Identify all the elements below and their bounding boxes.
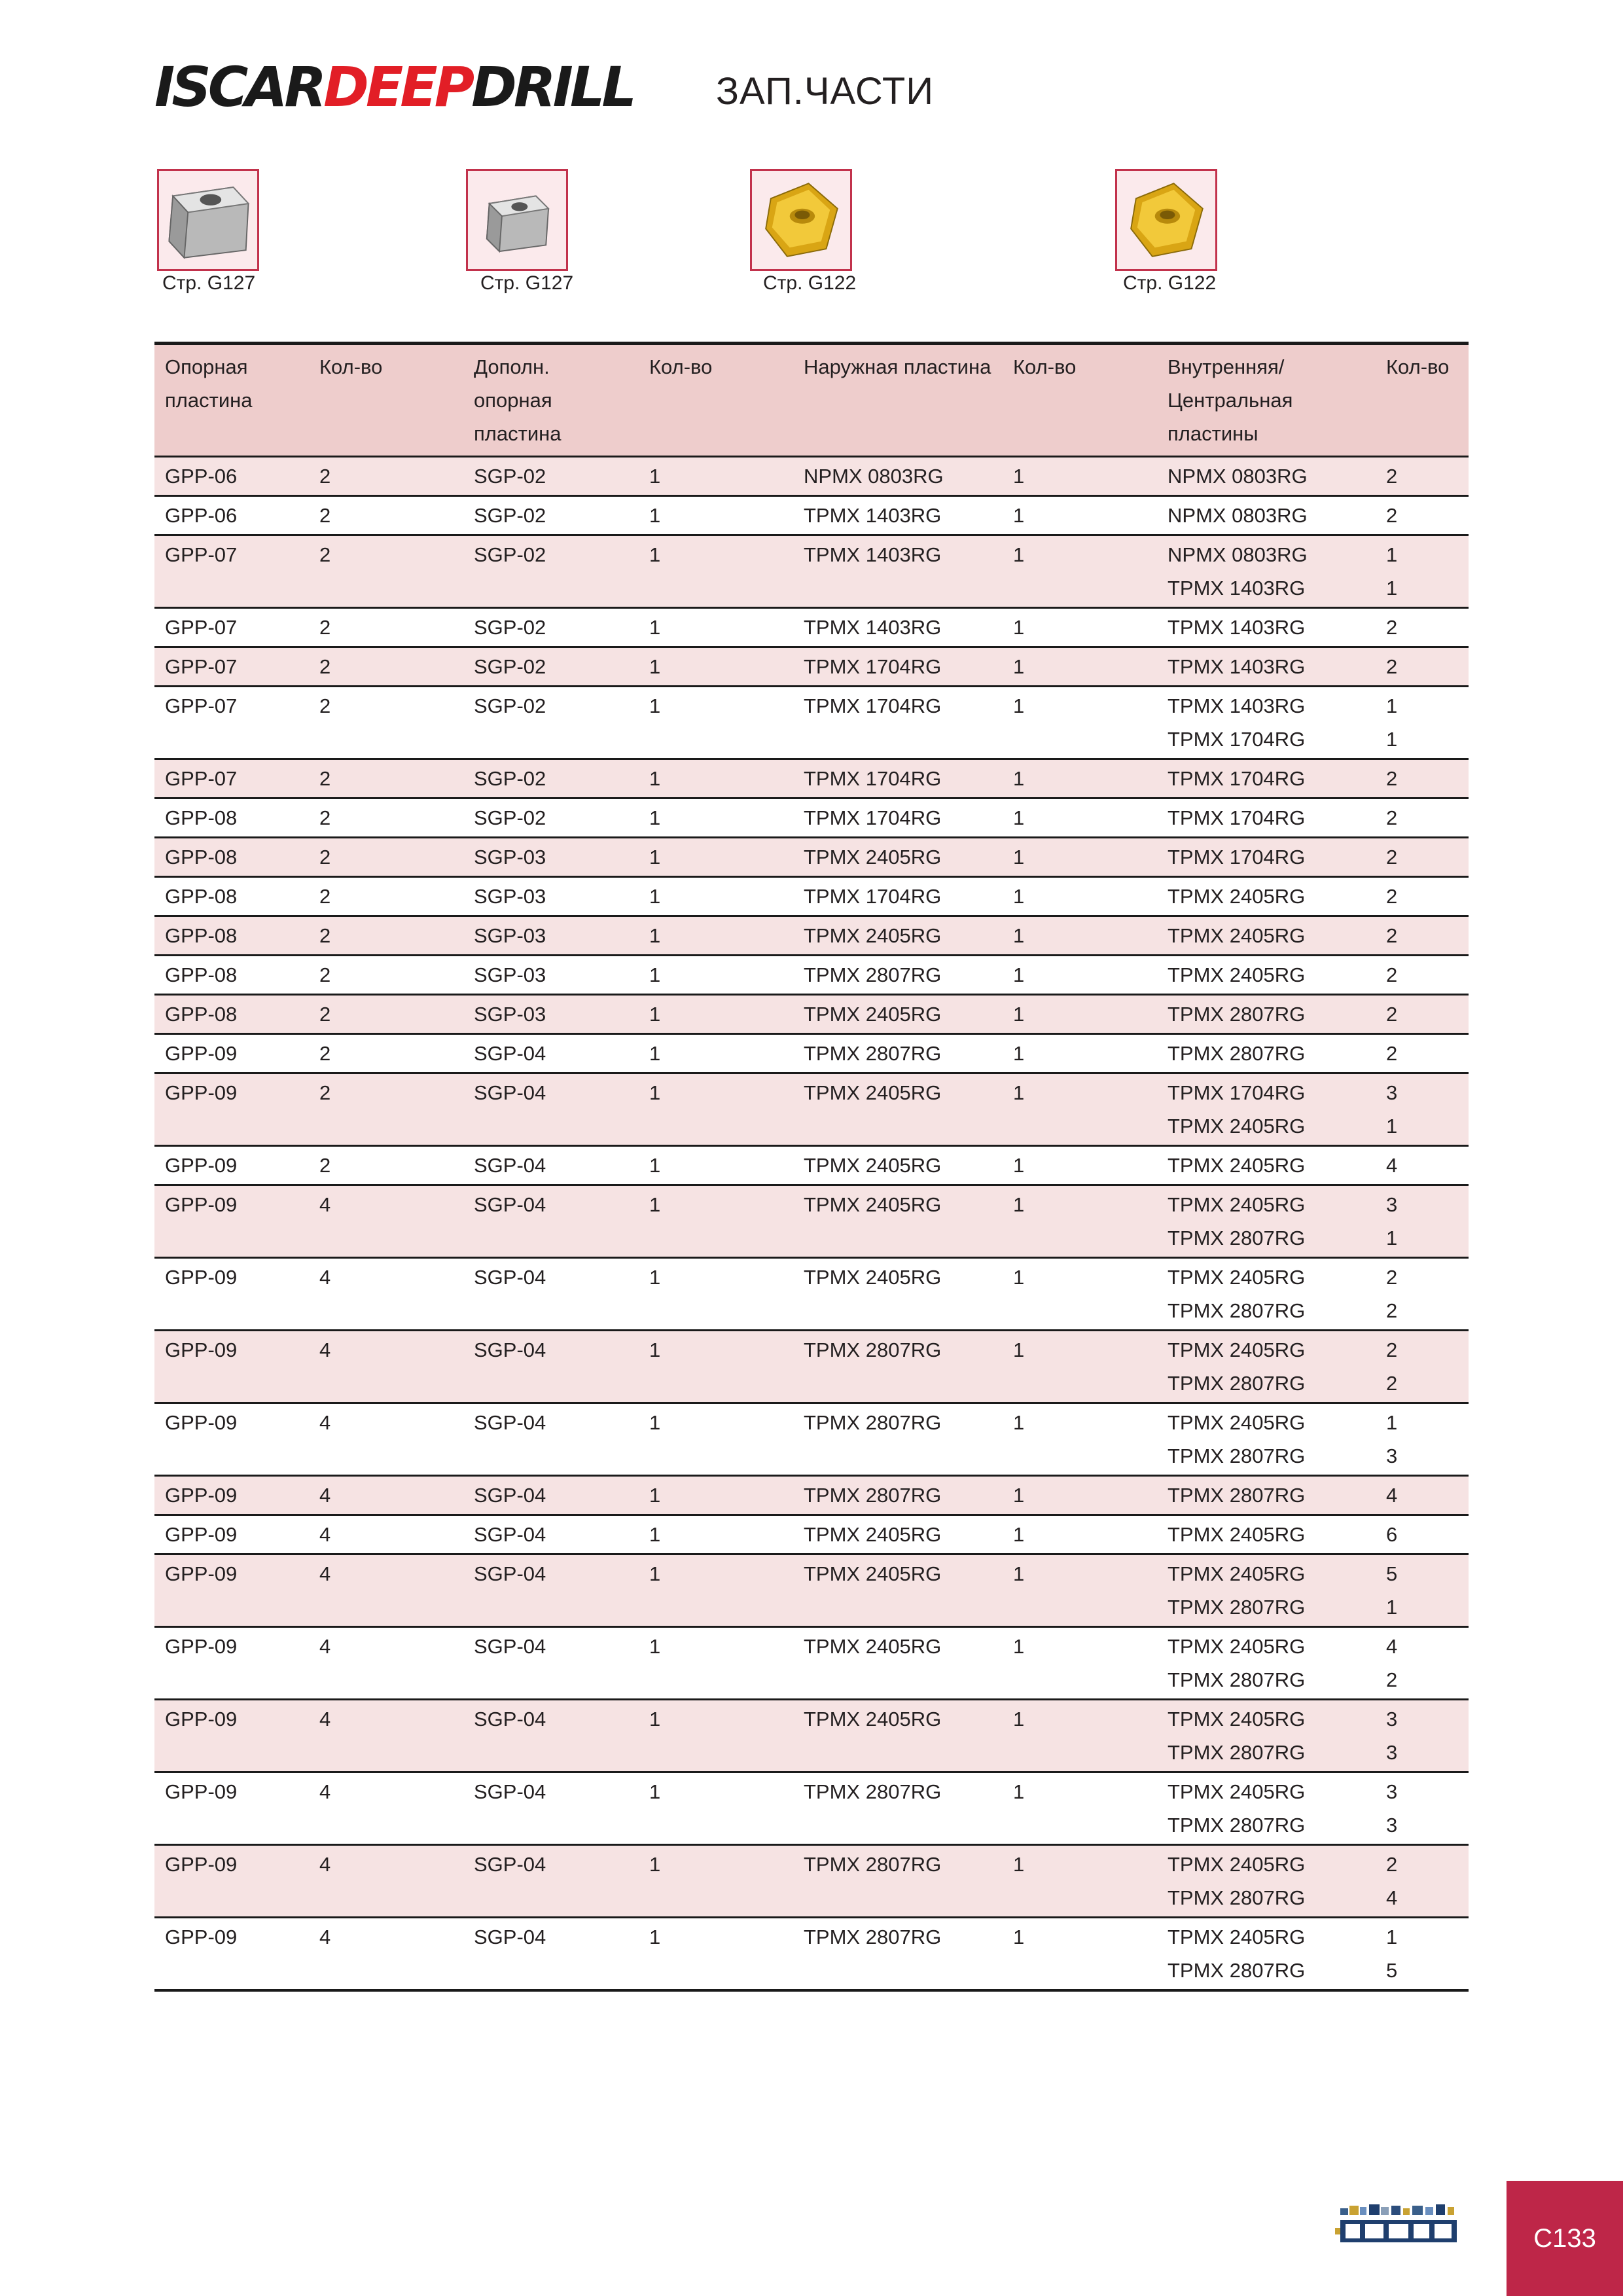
table-cell: TPMX 2405RG	[804, 846, 942, 869]
table-cell: 2	[319, 504, 331, 527]
brand-logo	[154, 55, 633, 119]
table-cell: GPP-09	[165, 1780, 238, 1803]
table-cell: SGP-04	[474, 1266, 546, 1289]
table-cell: 1	[1013, 465, 1025, 488]
table-cell: 1	[1013, 655, 1025, 678]
table-cell: 1	[649, 543, 661, 566]
table-row	[154, 798, 1469, 838]
table-cell: TPMX 1704RG	[1168, 767, 1306, 790]
table-cell: 1	[649, 1523, 661, 1546]
table-cell: GPP-09	[165, 1338, 238, 1361]
table-cell: GPP-09	[165, 1562, 238, 1585]
table-cell: GPP-08	[165, 885, 238, 908]
table-cell: TPMX 2807RG	[804, 1780, 942, 1803]
table-cell: SGP-04	[474, 1154, 546, 1177]
table-cell: 4	[319, 1338, 331, 1361]
table-cell: 1	[1013, 1266, 1025, 1289]
table-cell: 1	[1013, 1562, 1025, 1585]
insert-page-ref: Стр. G127	[162, 272, 256, 294]
gold-trigon-insert-icon	[1115, 169, 1217, 271]
table-cell: 2	[319, 806, 331, 829]
table-cell: TPMX 2405RG TPMX 2807RG	[1168, 1562, 1306, 1619]
table-row	[154, 1476, 1469, 1515]
table-cell: 2	[1386, 806, 1398, 829]
table-cell: 2	[1386, 924, 1398, 947]
table-cell: 4	[319, 1853, 331, 1876]
table-cell: 2	[319, 616, 331, 639]
table-cell: 4 2	[1386, 1635, 1398, 1691]
table-cell: 1	[649, 1154, 661, 1177]
table-cell: 1 1	[1386, 543, 1398, 600]
grey-square-insert-small-icon	[466, 169, 568, 271]
table-cell: 1	[1013, 1042, 1025, 1065]
spare-parts-table	[154, 342, 1469, 1992]
table-cell: 4	[1386, 1484, 1398, 1507]
table-cell: 2	[1386, 616, 1398, 639]
table-cell: GPP-09	[165, 1523, 238, 1546]
table-cell: 2	[319, 767, 331, 790]
table-cell: 2 2	[1386, 1266, 1398, 1322]
table-cell: 2	[319, 963, 331, 986]
table-cell: 4	[319, 1193, 331, 1216]
table-cell: TPMX 1704RG	[804, 694, 942, 717]
table-cell: 2	[1386, 963, 1398, 986]
table-cell: SGP-02	[474, 504, 546, 527]
table-row	[154, 1515, 1469, 1554]
table-cell: SGP-03	[474, 885, 546, 908]
table-row	[154, 877, 1469, 916]
table-cell: TPMX 2405RG	[804, 1266, 942, 1289]
table-cell: TPMX 2405RG	[1168, 924, 1306, 947]
table-cell: SGP-03	[474, 1003, 546, 1026]
table-cell: GPP-08	[165, 806, 238, 829]
table-cell: 1	[649, 963, 661, 986]
table-cell: 1	[649, 1562, 661, 1585]
table-cell: 1	[1013, 1193, 1025, 1216]
column-header: Дополн. опорная пластина	[474, 355, 562, 445]
table-cell: 1	[649, 1780, 661, 1803]
table-cell: TPMX 2807RG	[804, 1042, 942, 1065]
table-cell: 1 5	[1386, 1926, 1398, 1982]
table-cell: 1	[649, 1003, 661, 1026]
table-cell: TPMX 2405RG TPMX 2807RG	[1168, 1266, 1306, 1322]
table-cell: SGP-04	[474, 1411, 546, 1434]
table-row	[154, 1146, 1469, 1185]
table-cell: TPMX 2807RG	[1168, 1484, 1306, 1507]
table-cell: 1	[649, 1338, 661, 1361]
table-cell: SGP-02	[474, 694, 546, 717]
table-cell: SGP-02	[474, 767, 546, 790]
table-cell: TPMX 2405RG	[1168, 1523, 1306, 1546]
table-row	[154, 1403, 1469, 1476]
table-row	[154, 1918, 1469, 1991]
table-cell: SGP-04	[474, 1635, 546, 1658]
table-cell: GPP-08	[165, 924, 238, 947]
table-cell: TPMX 2405RG	[1168, 1154, 1306, 1177]
grey-square-insert-icon	[157, 169, 259, 271]
table-cell: SGP-02	[474, 543, 546, 566]
table-cell: 2	[319, 885, 331, 908]
table-cell: GPP-09	[165, 1484, 238, 1507]
table-cell: 2	[319, 694, 331, 717]
table-cell: 1	[649, 1411, 661, 1434]
table-row	[154, 608, 1469, 647]
table-cell: 2	[1386, 465, 1398, 488]
table-cell: TPMX 2807RG	[1168, 1042, 1306, 1065]
table-cell: 1	[649, 504, 661, 527]
column-header: Кол-во	[319, 355, 383, 378]
table-cell: SGP-04	[474, 1484, 546, 1507]
table-cell: 1	[649, 1853, 661, 1876]
table-cell: TPMX 2405RG	[1168, 885, 1306, 908]
table-row	[154, 1034, 1469, 1073]
table-cell: GPP-06	[165, 504, 238, 527]
table-cell: 1	[649, 846, 661, 869]
iscar-deep-drill-logo: ISCARDEEPDRILL	[154, 55, 633, 119]
table-cell: 1	[649, 1266, 661, 1289]
iscar-logo-icon	[1335, 2199, 1471, 2251]
table-cell: 1	[1013, 1926, 1025, 1948]
table-cell: GPP-09	[165, 1853, 238, 1876]
table-cell: GPP-07	[165, 616, 238, 639]
table-cell: SGP-02	[474, 616, 546, 639]
table-cell: 3 1	[1386, 1193, 1398, 1249]
table-cell: 1	[1013, 963, 1025, 986]
column-header: Внутренняя/ Центральная пластины	[1168, 355, 1293, 445]
table-cell: TPMX 2807RG	[804, 963, 942, 986]
table-cell: TPMX 2807RG	[1168, 1003, 1306, 1026]
table-cell: NPMX 0803RG	[804, 465, 944, 488]
table-cell: GPP-09	[165, 1042, 238, 1065]
table-cell: TPMX 2405RG	[804, 1193, 942, 1216]
table-cell: 3 1	[1386, 1081, 1398, 1138]
table-cell: 4	[319, 1708, 331, 1731]
column-header: Кол-во	[649, 355, 713, 378]
table-cell: 1	[1013, 767, 1025, 790]
table-cell: SGP-04	[474, 1708, 546, 1731]
table-cell: TPMX 2405RG TPMX 2807RG	[1168, 1635, 1306, 1691]
insert-page-ref: Стр. G127	[480, 272, 574, 294]
table-cell: SGP-04	[474, 1338, 546, 1361]
table-row	[154, 956, 1469, 995]
table-cell: GPP-09	[165, 1411, 238, 1434]
table-cell: TPMX 1403RG	[1168, 616, 1306, 639]
table-row	[154, 647, 1469, 687]
table-cell: GPP-07	[165, 543, 238, 566]
column-header: Кол-во	[1386, 355, 1450, 378]
column-header: Наружная пластина	[804, 355, 991, 378]
table-cell: 1	[649, 1708, 661, 1731]
table-cell: SGP-02	[474, 806, 546, 829]
table-cell: TPMX 1704RG	[1168, 846, 1306, 869]
table-cell: 1	[1013, 1635, 1025, 1658]
table-cell: 4	[1386, 1154, 1398, 1177]
table-cell: NPMX 0803RG	[1168, 465, 1308, 488]
table-row	[154, 1331, 1469, 1403]
table-row	[154, 1845, 1469, 1918]
table-cell: GPP-09	[165, 1193, 238, 1216]
table-cell: TPMX 2405RG TPMX 2807RG	[1168, 1338, 1306, 1395]
table-row	[154, 1772, 1469, 1845]
table-cell: 2	[319, 543, 331, 566]
table-cell: 1	[649, 1926, 661, 1948]
table-cell: TPMX 2807RG	[804, 1484, 942, 1507]
table-cell: SGP-04	[474, 1853, 546, 1876]
table-cell: 1	[649, 767, 661, 790]
table-row	[154, 457, 1469, 496]
table-cell: 1	[1013, 924, 1025, 947]
table-cell: 1	[1013, 1081, 1025, 1104]
table-cell: 3 3	[1386, 1780, 1398, 1837]
table-cell: TPMX 1403RG	[804, 543, 942, 566]
table-cell: GPP-09	[165, 1154, 238, 1177]
table-cell: 2	[1386, 846, 1398, 869]
table-cell: SGP-04	[474, 1562, 546, 1585]
table-cell: SGP-02	[474, 465, 546, 488]
table-cell: TPMX 2807RG	[804, 1338, 942, 1361]
table-cell: 1	[1013, 1003, 1025, 1026]
table-cell: 2	[319, 1154, 331, 1177]
table-cell: TPMX 1403RG	[1168, 655, 1306, 678]
table-cell: GPP-07	[165, 694, 238, 717]
table-cell: 2	[319, 924, 331, 947]
table-cell: GPP-09	[165, 1081, 238, 1104]
table-cell: TPMX 2405RG	[804, 1562, 942, 1585]
table-row	[154, 916, 1469, 956]
table-cell: GPP-08	[165, 963, 238, 986]
table-cell: 1	[1013, 694, 1025, 717]
table-cell: 1	[1013, 504, 1025, 527]
table-cell: TPMX 2405RG	[804, 1081, 942, 1104]
table-cell: GPP-09	[165, 1926, 238, 1948]
table-cell: 2	[319, 465, 331, 488]
table-cell: 1	[649, 1484, 661, 1507]
table-row	[154, 759, 1469, 798]
table-cell: 6	[1386, 1523, 1398, 1546]
table-cell: 2	[1386, 504, 1398, 527]
table-cell: TPMX 2807RG	[804, 1926, 942, 1948]
insert-page-ref: Стр. G122	[763, 272, 857, 294]
table-cell: 1	[1013, 846, 1025, 869]
table-cell: 2	[1386, 1003, 1398, 1026]
table-cell: 1	[649, 465, 661, 488]
table-cell: TPMX 2405RG	[804, 1635, 942, 1658]
table-cell: 2	[319, 655, 331, 678]
table-cell: SGP-03	[474, 846, 546, 869]
table-cell: SGP-02	[474, 655, 546, 678]
table-cell: TPMX 2405RG	[804, 1154, 942, 1177]
table-cell: GPP-06	[165, 465, 238, 488]
table-cell: 5 1	[1386, 1562, 1398, 1619]
table-cell: 4	[319, 1411, 331, 1434]
table-cell: 3 3	[1386, 1708, 1398, 1764]
table-cell: TPMX 2405RG	[804, 1708, 942, 1731]
table-cell: TPMX 2405RG TPMX 2807RG	[1168, 1926, 1306, 1982]
table-row	[154, 1258, 1469, 1331]
table-cell: 2	[319, 846, 331, 869]
table-cell: GPP-07	[165, 655, 238, 678]
table-cell: SGP-04	[474, 1042, 546, 1065]
column-header: Кол-во	[1013, 355, 1077, 378]
table-cell: GPP-09	[165, 1635, 238, 1658]
table-cell: 4	[319, 1266, 331, 1289]
table-row	[154, 1627, 1469, 1700]
gold-trigon-insert-icon	[750, 169, 852, 271]
table-cell: 1	[649, 885, 661, 908]
table-row	[154, 838, 1469, 877]
table-cell: TPMX 2405RG	[804, 1003, 942, 1026]
table-cell: 2	[1386, 655, 1398, 678]
table-cell: 1	[1013, 616, 1025, 639]
table-cell: SGP-03	[474, 963, 546, 986]
table-cell: 1	[649, 616, 661, 639]
table-cell: TPMX 1704RG	[1168, 806, 1306, 829]
table-cell: TPMX 2405RG TPMX 2807RG	[1168, 1853, 1306, 1909]
table-cell: 2	[1386, 885, 1398, 908]
table-row	[154, 1073, 1469, 1146]
table-cell: SGP-04	[474, 1523, 546, 1546]
table-cell: 1	[1013, 1338, 1025, 1361]
table-cell: 1	[649, 924, 661, 947]
table-cell: 2	[319, 1081, 331, 1104]
table-cell: GPP-09	[165, 1708, 238, 1731]
table-cell: 1	[1013, 1853, 1025, 1876]
table-cell: SGP-04	[474, 1780, 546, 1803]
table-cell: TPMX 1403RG TPMX 1704RG	[1168, 694, 1306, 751]
table-cell: TPMX 1704RG	[804, 885, 942, 908]
table-cell: TPMX 2405RG	[804, 1523, 942, 1546]
table-cell: 4	[319, 1926, 331, 1948]
table-cell: SGP-04	[474, 1193, 546, 1216]
table-cell: TPMX 1704RG	[804, 806, 942, 829]
table-cell: TPMX 2405RG TPMX 2807RG	[1168, 1411, 1306, 1467]
table-cell: TPMX 2405RG	[1168, 963, 1306, 986]
table-cell: TPMX 2405RG TPMX 2807RG	[1168, 1193, 1306, 1249]
table-cell: 1	[1013, 806, 1025, 829]
table-cell: 1	[1013, 1154, 1025, 1177]
table-cell: 1	[649, 1635, 661, 1658]
table-cell: 1	[1013, 1484, 1025, 1507]
table-cell: NPMX 0803RG	[1168, 504, 1308, 527]
table-cell: NPMX 0803RG TPMX 1403RG	[1168, 543, 1308, 600]
table-cell: TPMX 2405RG	[804, 924, 942, 947]
table-cell: 4	[319, 1562, 331, 1585]
insert-page-ref: Стр. G122	[1123, 272, 1217, 294]
table-row	[154, 1554, 1469, 1627]
table-cell: TPMX 1704RG	[804, 655, 942, 678]
table-cell: 4	[319, 1484, 331, 1507]
table-cell: TPMX 1403RG	[804, 616, 942, 639]
table-cell: TPMX 1704RG	[804, 767, 942, 790]
table-cell: SGP-03	[474, 924, 546, 947]
table-cell: 1	[1013, 543, 1025, 566]
table-cell: TPMX 1403RG	[804, 504, 942, 527]
table-cell: 1	[1013, 1708, 1025, 1731]
table-cell: 1	[1013, 1780, 1025, 1803]
table-cell: SGP-04	[474, 1081, 546, 1104]
table-cell: 1	[1013, 885, 1025, 908]
table-cell: 1	[649, 806, 661, 829]
table-cell: TPMX 2807RG	[804, 1853, 942, 1876]
table-cell: TPMX 2807RG	[804, 1411, 942, 1434]
table-row	[154, 1185, 1469, 1258]
table-cell: GPP-09	[165, 1266, 238, 1289]
table-cell: 4	[319, 1780, 331, 1803]
page-title: ЗАП.ЧАСТИ	[716, 70, 935, 113]
table-cell: TPMX 1704RG TPMX 2405RG	[1168, 1081, 1306, 1138]
table-header-row	[154, 344, 1469, 457]
table-row	[154, 496, 1469, 535]
table-cell: 4	[319, 1523, 331, 1546]
table-cell: 2 2	[1386, 1338, 1398, 1395]
table-row	[154, 1700, 1469, 1772]
table-cell: 2	[1386, 1042, 1398, 1065]
table-cell: 4	[319, 1635, 331, 1658]
table-cell: 2	[319, 1042, 331, 1065]
table-cell: GPP-08	[165, 846, 238, 869]
table-cell: 1	[649, 694, 661, 717]
table-cell: 1	[649, 1081, 661, 1104]
column-header: Опорная пластина	[165, 355, 253, 412]
table-cell: 1	[649, 1042, 661, 1065]
page-number-badge: C133	[1507, 2181, 1623, 2296]
table-row	[154, 535, 1469, 608]
table-cell: 1	[1013, 1411, 1025, 1434]
table-cell: 2	[319, 1003, 331, 1026]
table-cell: 2 4	[1386, 1853, 1398, 1909]
table-cell: 1	[649, 655, 661, 678]
table-cell: SGP-04	[474, 1926, 546, 1948]
table-cell: 1	[1013, 1523, 1025, 1546]
table-cell: GPP-07	[165, 767, 238, 790]
table-cell: TPMX 2405RG TPMX 2807RG	[1168, 1780, 1306, 1837]
table-cell: 1 1	[1386, 694, 1398, 751]
table-row	[154, 687, 1469, 759]
table-cell: GPP-08	[165, 1003, 238, 1026]
table-cell: 1 3	[1386, 1411, 1398, 1467]
table-cell: 1	[649, 1193, 661, 1216]
table-cell: 2	[1386, 767, 1398, 790]
table-cell: TPMX 2405RG TPMX 2807RG	[1168, 1708, 1306, 1764]
table-row	[154, 995, 1469, 1034]
